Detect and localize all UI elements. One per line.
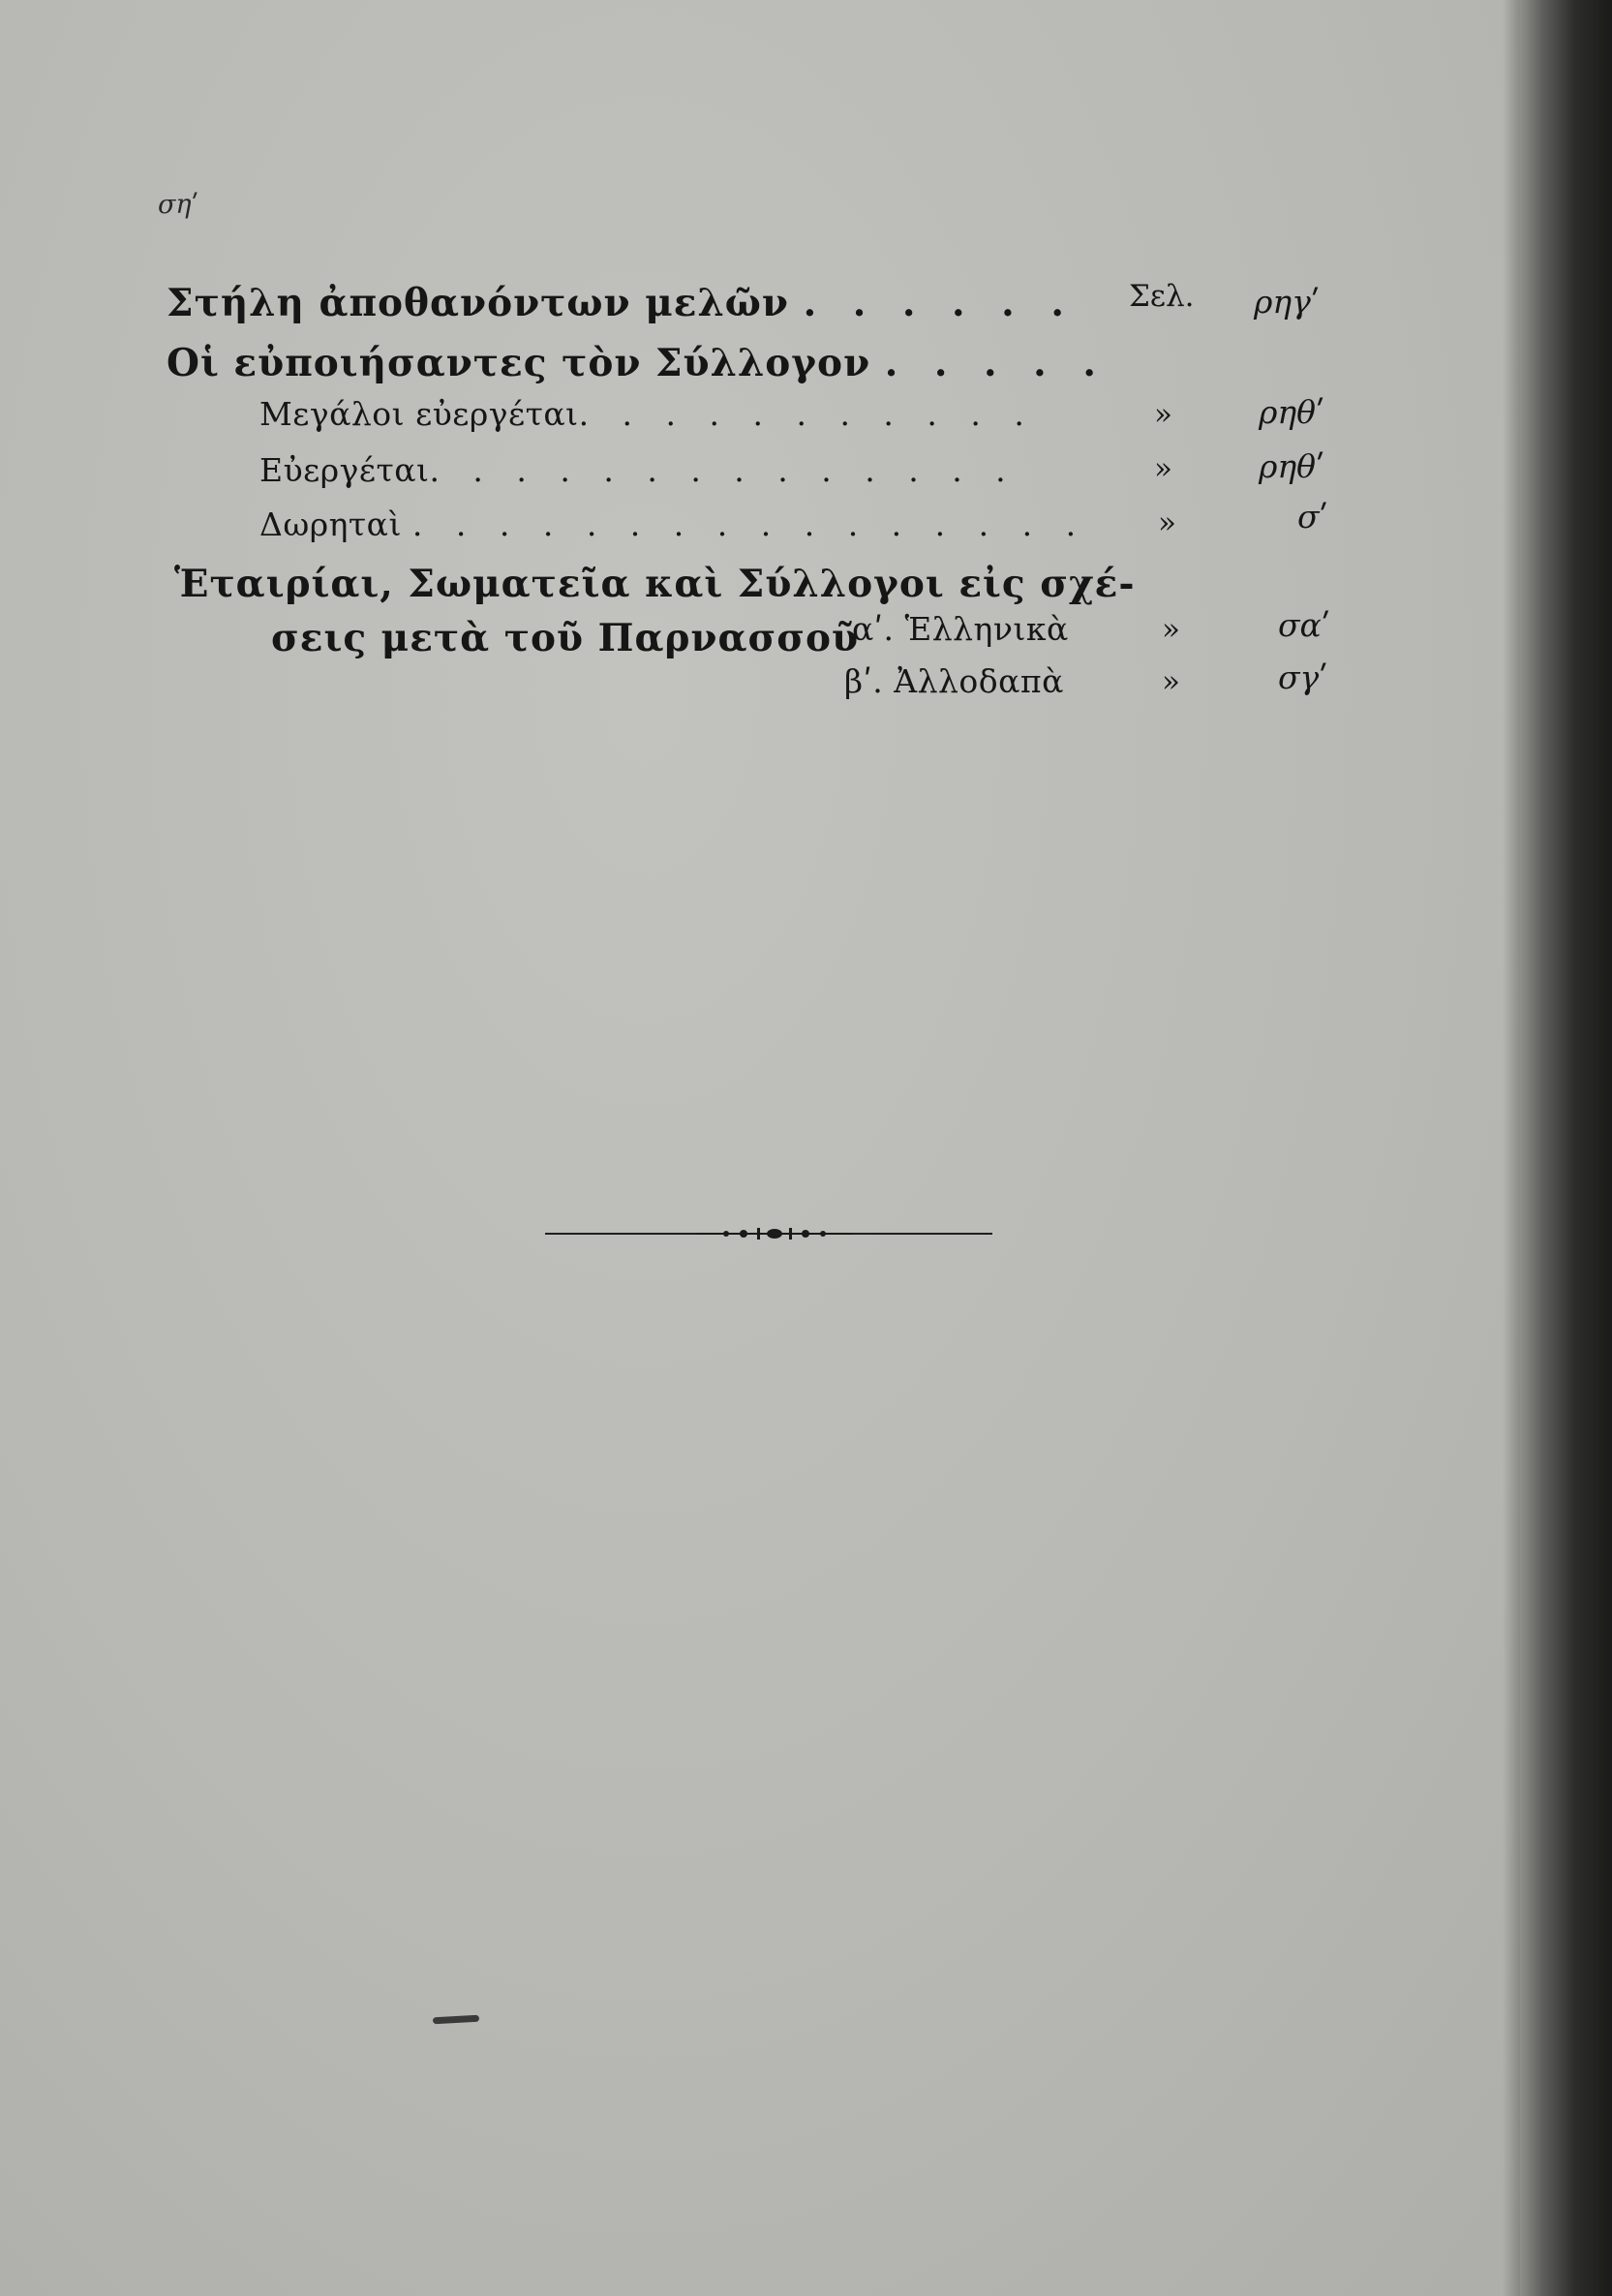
toc-entry-societies-cont xyxy=(271,616,859,660)
page-ref: σαʹ xyxy=(1278,606,1330,644)
toc-entry-title: Στήλη ἀποθανόντων μελῶν xyxy=(167,281,789,325)
toc-entry-title: σεις μετὰ τοῦ Παρνασσοῦ xyxy=(271,616,860,660)
toc-entry-title: Δωρηταὶ xyxy=(259,505,402,543)
ornament-icon xyxy=(697,1222,852,1245)
toc-entry-title: Οἱ εὐποιήσαντες τὸν Σύλλογον xyxy=(167,341,871,385)
ditto-mark: » xyxy=(1162,664,1180,699)
toc-subentry-greek: αʹ. Ἑλληνικὰ xyxy=(852,610,1069,648)
page-ref: ρηθʹ xyxy=(1259,393,1325,431)
ditto-mark: » xyxy=(1158,505,1176,540)
leader-dots: . . . . . . . . . . . . . . xyxy=(429,451,1018,489)
ditto-mark: » xyxy=(1154,397,1172,432)
leader-dots: . . . . . . . . . . . xyxy=(578,395,1036,433)
toc-subentry-donors xyxy=(259,505,1087,543)
toc-subentry-great-benefactors xyxy=(259,395,1036,433)
toc-entry-benefactors xyxy=(167,341,1108,385)
leader-dots: . . . . . . . . . . . . . . . . xyxy=(411,505,1088,543)
page-ref: σʹ xyxy=(1297,498,1328,536)
leader-dots: . . . . . . xyxy=(803,281,1076,325)
page-label: Σελ. xyxy=(1129,279,1195,314)
toc-entry-societies xyxy=(174,562,1136,606)
page-ref: σγʹ xyxy=(1278,658,1328,696)
binding-shadow xyxy=(1503,0,1520,2296)
toc-entry-title: Εὐεργέται xyxy=(259,451,430,489)
toc-entry-deceased-members xyxy=(167,281,1076,325)
toc-subentry-foreign: βʹ. Ἀλλοδαπὰ xyxy=(844,662,1064,700)
leader-dots: . . . . . xyxy=(884,341,1108,385)
page-number: σηʹ xyxy=(158,190,199,220)
toc-entry-title: Ἑταιρίαι, Σωματεῖα καὶ Σύλλογοι εἰς σχέ- xyxy=(174,562,1136,606)
book-spine xyxy=(1520,0,1612,2296)
page-ref: ρηθʹ xyxy=(1259,447,1325,485)
toc-entry-title: Μεγάλοι εὐεργέται xyxy=(259,395,579,433)
ditto-mark: » xyxy=(1154,451,1172,486)
ditto-mark: » xyxy=(1162,612,1180,647)
page-ref: ρηγʹ xyxy=(1254,283,1321,321)
toc-subentry-benefactors xyxy=(259,451,1018,489)
